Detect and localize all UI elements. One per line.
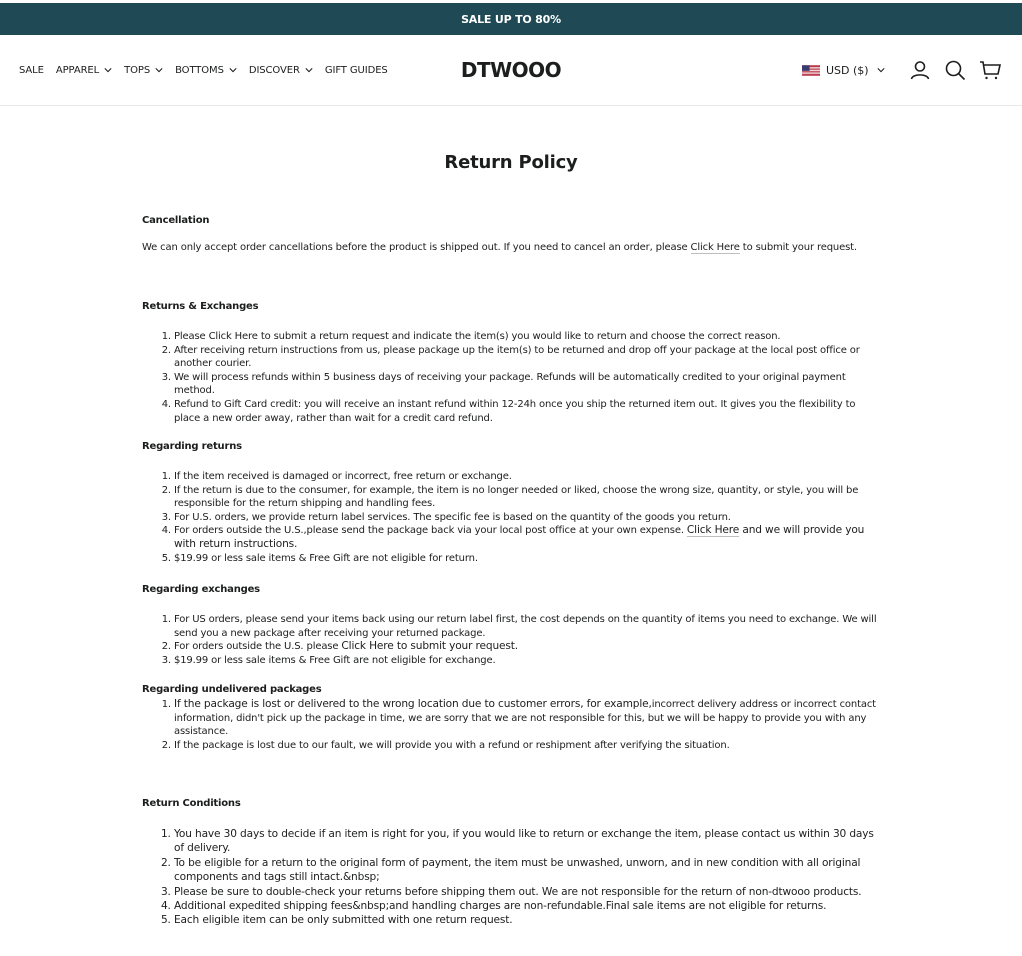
list-item: 4. Additional expedited shipping fees&nbsp;and handling charges are non-refundable.Final sale items are not eligible for returns. (174, 899, 882, 913)
list-item: 1. For US orders, please send your items back using our return label first, the cost depends on the quantity of items you need to exchange. We will send you a new package after receiving your returned package. (174, 613, 882, 640)
list-item (174, 640, 882, 654)
currency-selector[interactable] (802, 61, 885, 79)
list-item: 3. Please be sure to double-check your returns before shipping them out. We are not responsible for the return of non-dtwooo products. (174, 885, 882, 899)
undelivered-heading: Regarding undelivered packages (142, 684, 322, 695)
list-item: 1. If the item received is damaged or incorrect, free return or exchange. (174, 470, 882, 484)
undelivered-list (142, 698, 882, 752)
account-button[interactable] (909, 59, 931, 81)
chevron-down-icon (155, 66, 163, 74)
undelivered-item1-b: incorrect delivery address or incorrect contact information, didn't pick up the package in time, we are sorry that we are not responsible for this, but we will be happy to provide you with any assistance. (174, 699, 876, 738)
nav-item-tops[interactable] (124, 65, 163, 76)
page-title: Return Policy (444, 152, 578, 173)
regarding-returns-list (142, 470, 882, 565)
site-header (0, 35, 1022, 106)
regarding-exchanges-list (142, 613, 882, 667)
cart-icon (979, 59, 1001, 81)
cart-button[interactable] (979, 59, 1001, 81)
nav-item-label: DISCOVER (248, 64, 300, 76)
nav-item-label: SALE (19, 64, 44, 76)
announcement-text: SALE UP TO 80% (461, 12, 561, 26)
returns-exchanges-heading: Returns & Exchanges (142, 301, 259, 312)
returns-exchanges-list (142, 330, 882, 425)
list-item: 2. If the return is due to the consumer, for example, the item is no longer needed or liked, choose the wrong size, quantity, or style, you will be responsible for the return shipping and handling fees. (174, 484, 882, 511)
return-conditions-list (142, 827, 882, 928)
nav-item-discover[interactable] (249, 65, 313, 76)
cancel-click-here-link[interactable]: Click Here (690, 242, 740, 253)
currency-label: USD ($) (826, 63, 869, 77)
return-item4-before: For orders outside the U.S.,please send the package back via your local post office at your own expense. (174, 525, 687, 537)
nav-item-sale[interactable] (19, 65, 44, 76)
chevron-down-icon (104, 66, 112, 74)
list-item: 3. We will process refunds within 5 business days of receiving your package. Refunds will be automatically credited to your original payment method. (174, 371, 882, 398)
list-item (174, 524, 882, 551)
nav-item-gift-guides[interactable] (325, 65, 388, 76)
return-item4-after: and we will provide you with return instructions. (174, 524, 865, 550)
list-item: 2. After receiving return instructions from us, please package up the item(s) to be returned and drop off your package at the local post office or another courier. (174, 344, 882, 371)
us-flag-icon (802, 65, 820, 76)
list-item: 2. To be eligible for a return to the original form of payment, the item must be unwashed, unworn, and in new condition with all original components and tags still intact.&nbsp; (174, 856, 882, 885)
user-icon (909, 59, 931, 81)
cancellation-text-before: We can only accept order cancellations before the product is shipped out. If you need to cancel an order, please (142, 242, 691, 253)
undelivered-item1-a: If the package is lost or delivered to the wrong location due to customer errors, for example, (174, 698, 652, 710)
list-item: 5. Each eligible item can be only submitted with one return request. (174, 913, 882, 927)
list-item: 4. Refund to Gift Card credit: you will receive an instant refund within 12-24h once you ship the returned item out. It gives you the flexibility to place a new order away, rather than wait for a credit card refund. (174, 398, 882, 425)
list-item: 1. Please Click Here to submit a return request and indicate the item(s) you would like to return and choose the correct reason. (174, 330, 882, 344)
nav-item-bottoms[interactable] (175, 65, 237, 76)
chevron-down-icon (877, 66, 885, 74)
regarding-returns-heading: Regarding returns (142, 441, 242, 452)
cancellation-text-after: to submit your request. (739, 242, 857, 253)
list-item: 3. $19.99 or less sale items & Free Gift are not eligible for exchange. (174, 654, 882, 668)
chevron-down-icon (305, 66, 313, 74)
list-item: 5. $19.99 or less sale items & Free Gift are not eligible for return. (174, 552, 882, 566)
list-item: 2. If the package is lost due to our fault, we will provide you with a refund or reshipment after verifying the situation. (174, 739, 882, 753)
cancellation-text (142, 242, 857, 253)
exchange-click-here-link[interactable]: Click Here to submit your request. (341, 640, 518, 653)
search-icon (944, 59, 966, 81)
nav-item-label: APPAREL (55, 64, 100, 76)
cancellation-heading: Cancellation (142, 215, 210, 226)
regarding-exchanges-heading: Regarding exchanges (142, 584, 260, 595)
list-item: 1. You have 30 days to decide if an item is right for you, if you would like to return or exchange the item, please contact us within 30 days of delivery. (174, 827, 882, 856)
return-conditions-heading: Return Conditions (142, 798, 241, 809)
nav-item-label: BOTTOMS (175, 64, 224, 76)
nav-item-apparel[interactable] (56, 65, 112, 76)
search-button[interactable] (944, 59, 966, 81)
announcement-bar (0, 3, 1022, 35)
chevron-down-icon (229, 66, 237, 74)
list-item: 3. For U.S. orders, we provide return label services. The specific fee is based on the quantity of the goods you return. (174, 511, 882, 525)
nav-item-label: TOPS (124, 64, 151, 76)
site-logo[interactable]: DTWOOO (460, 58, 562, 82)
main-nav (19, 35, 400, 105)
return-instructions-click-here-link[interactable]: Click Here (686, 524, 740, 537)
exchange-item2-before: For orders outside the U.S. please (174, 641, 342, 653)
list-item (174, 698, 882, 739)
nav-item-label: GIFT GUIDES (324, 64, 388, 76)
